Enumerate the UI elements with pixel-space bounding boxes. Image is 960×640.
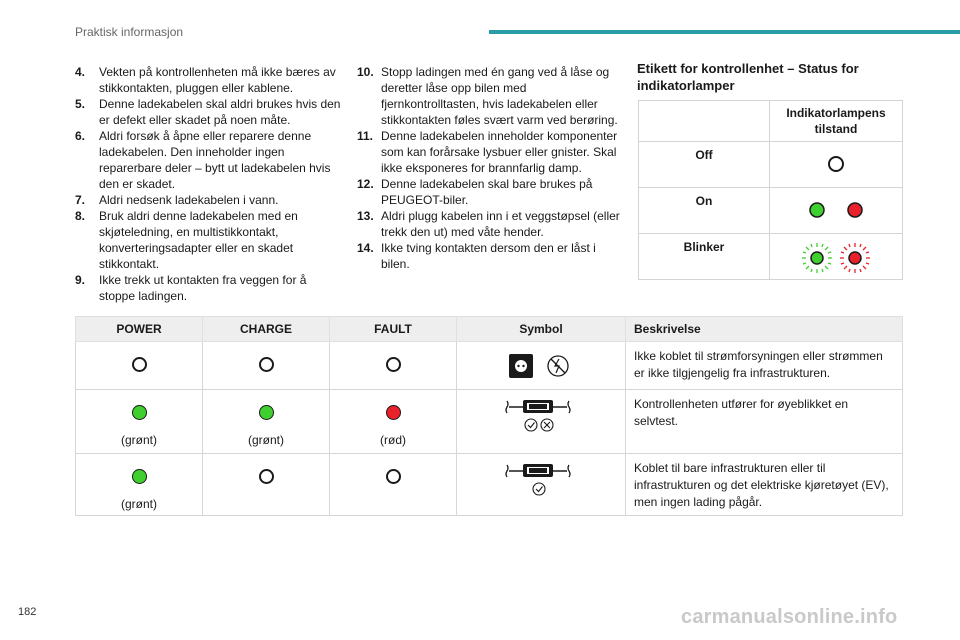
list-item [75, 272, 345, 304]
power-cell [76, 342, 203, 390]
symbol-graphic [501, 397, 581, 433]
table-row [76, 342, 903, 390]
led-off-icon [132, 357, 147, 372]
symbol-cell [457, 454, 626, 516]
power-cell [76, 454, 203, 516]
column-header-power: POWER [76, 317, 203, 342]
list-text: Denne ladekabelen skal aldri brukes hvis den er defekt eller skadet på noen måte. [99, 97, 341, 127]
no-power-icon [548, 356, 568, 376]
list-text: Aldri plugg kabelen inn i et veggstøpsel (eller trekk den ut) med våte hender. [381, 209, 620, 239]
charge-cell [203, 390, 330, 454]
led-colour-label: (rød) [380, 433, 406, 447]
led-off-icon [259, 357, 274, 372]
led-red-icon [386, 405, 401, 420]
check-icon [533, 483, 545, 495]
list-number: 9. [75, 273, 86, 287]
list-item [75, 96, 345, 128]
column-header-charge: CHARGE [203, 317, 330, 342]
symbol-graphic [506, 353, 576, 379]
list-text: Vekten på kontrollenheten må ikke bæres av stikkontakten, pluggen eller kablene. [99, 65, 336, 95]
fault-cell [330, 342, 457, 390]
status-section-title: Etikett for kontrollenhet – Status for indikatorlamper [637, 61, 859, 93]
warning-list-column-1 [75, 64, 345, 304]
list-number: 7. [75, 193, 86, 207]
led-green-icon [132, 405, 147, 420]
cable-icon [506, 400, 570, 413]
cable-icon [506, 464, 570, 477]
charge-cell [203, 342, 330, 390]
list-text: Aldri forsøk å åpne eller reparere denne ladekabelen. Den inneholder ingen reparerbare deler – bytt ut ladekabelen hvis den er skadet. [99, 129, 331, 191]
led-colour-label: (grønt) [248, 433, 284, 447]
led-off-icon [771, 148, 901, 178]
led-on-icon [771, 194, 901, 224]
empty-header-cell [639, 101, 770, 142]
status-symbol-on [770, 188, 903, 234]
page-number: 182 [18, 606, 37, 618]
cross-icon [541, 419, 553, 431]
list-number: 4. [75, 65, 86, 79]
table-row [639, 188, 903, 234]
status-label-blinking: Blinker [639, 234, 770, 280]
indicator-state-header: Indikatorlampens tilstand [770, 101, 903, 142]
symbol-graphic [501, 461, 581, 497]
indicator-status-table [638, 100, 903, 280]
status-description-table [75, 316, 903, 516]
led-off-icon [386, 357, 401, 372]
list-text: Stopp ladingen med én gang ved å låse og deretter låse opp bilen med fjernkontrolltasten, hvis ladekabelen eller stikkontakten føles svært varm ved berøring. [381, 65, 618, 127]
table-row [639, 142, 903, 188]
list-item [357, 128, 623, 176]
led-off-icon [386, 469, 401, 484]
list-text: Ikke tving kontakten dersom den er låst i bilen. [381, 241, 596, 271]
list-number: 10. [357, 65, 374, 79]
column-header-symbol: Symbol [457, 317, 626, 342]
list-item [357, 64, 623, 128]
description-cell: Koblet til bare infrastrukturen eller til infrastrukturen og det elektriske kjøretøyet (EV), men ingen lading pågår. [626, 454, 903, 516]
watermark: carmanualsonline.info [681, 606, 898, 628]
list-item [357, 208, 623, 240]
table-row [76, 454, 903, 516]
table-row [639, 101, 903, 142]
description-cell: Kontrollenheten utfører for øyeblikket en selvtest. [626, 390, 903, 454]
led-green-icon [132, 469, 147, 484]
symbol-cell [457, 342, 626, 390]
list-number: 14. [357, 241, 374, 255]
status-label-off: Off [639, 142, 770, 188]
table-row [639, 234, 903, 280]
list-item [75, 128, 345, 192]
power-cell [76, 390, 203, 454]
warning-list-column-2 [357, 64, 623, 272]
fault-cell [330, 390, 457, 454]
list-item [75, 208, 345, 272]
list-number: 8. [75, 209, 86, 223]
led-green-icon [259, 405, 274, 420]
list-number: 5. [75, 97, 86, 111]
led-colour-label: (grønt) [121, 433, 157, 447]
description-cell: Ikke koblet til strømforsyningen eller strømmen er ikke tilgjengelig fra infrastrukturen. [626, 342, 903, 390]
list-item [357, 240, 623, 272]
fault-cell [330, 454, 457, 516]
column-header-fault: FAULT [330, 317, 457, 342]
list-number: 13. [357, 209, 374, 223]
check-icon [525, 419, 537, 431]
socket-icon [509, 354, 533, 378]
column-header-description: Beskrivelse [626, 317, 903, 342]
section-title: Praktisk informasjon [75, 25, 184, 39]
list-text: Denne ladekabelen inneholder komponenter som kan forårsake lysbuer eller gnister. Skal ikke eksponeres for brannfarlig damp. [381, 129, 618, 175]
led-colour-label: (grønt) [121, 497, 157, 511]
list-number: 11. [357, 129, 374, 143]
list-number: 6. [75, 129, 86, 143]
table-row [76, 390, 903, 454]
list-text: Denne ladekabelen skal bare brukes på PEUGEOT-biler. [381, 177, 593, 207]
led-off-icon [259, 469, 274, 484]
list-text: Aldri nedsenk ladekabelen i vann. [99, 193, 279, 207]
header-accent-bar [489, 30, 960, 34]
list-number: 12. [357, 177, 374, 191]
list-item [75, 192, 345, 208]
list-item [357, 176, 623, 208]
charge-cell [203, 454, 330, 516]
list-text: Ikke trekk ut kontakten fra veggen for å stoppe ladingen. [99, 273, 307, 303]
list-item [75, 64, 345, 96]
led-blinking-icon [771, 240, 901, 274]
list-text: Bruk aldri denne ladekabelen med en skjøteledning, en multistikkontakt, konverteringsadapter eller en skadet stikkontakt. [99, 209, 298, 271]
status-symbol-off [770, 142, 903, 188]
symbol-cell [457, 390, 626, 454]
table-header-row [76, 317, 903, 342]
status-label-on: On [639, 188, 770, 234]
status-symbol-blinking [770, 234, 903, 280]
